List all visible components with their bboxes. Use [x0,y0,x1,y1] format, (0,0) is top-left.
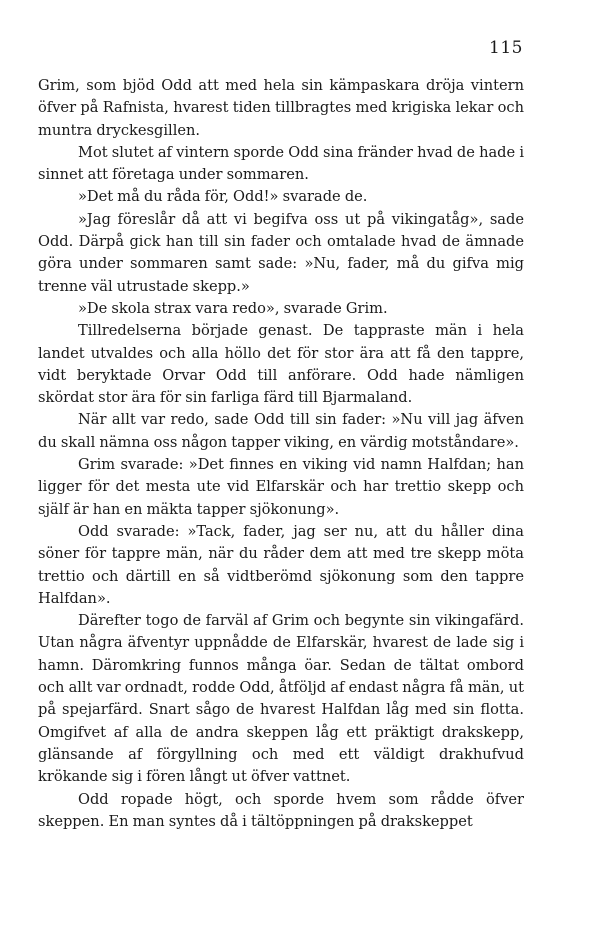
paragraph: »Det må du råda för, Odd!» svarade de. [78,188,368,206]
paragraph: »De skola strax vara redo», svarade Grim. [78,299,388,317]
paragraph: Grim svarade: »Det finnes en viking vid namn Halfdan; han ligger för det mesta ute vid Elfarskär och har trettio skepp och själf är han en mäkta tapper sjökonung». [38,456,524,518]
body-text [38,75,524,833]
paragraph: När allt var redo, sade Odd till sin fader: »Nu vill jag äfven du skall nämna oss någon tapper viking, en värdig motståndare». [38,411,524,451]
paragraph: Därefter togo de farväl af Grim och begynte sin vikingafärd. Utan några äfventyr uppnådde de Elfarskär, hvarest de lade sig i hamn. Däromkring funnos många öar. Sedan de tältat ombord och allt var ordnadt, rodde Odd, åtföljd af endast några få män, ut på spejarfärd. Snart sågo de hvarest Halfdan låg med sin flotta. Omgifvet af alla de andra skeppen låg ett präktigt drakskepp, glänsande af förgyllning och med ett väldigt drakhufvud krökande sig i fören långt ut öfver vattnet. [38,612,524,786]
paragraph: Tillredelserna började genast. De tappraste män i hela landet utvaldes och alla höllo det för stor ära att få den tappre, vidt beryktade Orvar Odd till anförare. Odd hade nämligen skördat stor ära för sin farliga färd till Bjarmaland. [38,322,524,407]
paragraph: Odd svarade: »Tack, fader, jag ser nu, att du håller dina söner för tappre män, när du råder dem att med tre skepp möta trettio och därtill en så vidtberömd sjökonung som den tappre Halfdan». [38,522,524,607]
paragraph: Grim, som bjöd Odd att med hela sin kämpaskara dröja vintern öfver på Rafnista, hvarest tiden tillbragtes med krigiska lekar och muntra dryckesgillen. [38,77,524,139]
paragraph: Odd ropade högt, och sporde hvem som rådde öfver skeppen. En man syntes då i tältöppningen på drakskeppet [38,790,524,830]
page-number: 115 [489,38,523,58]
paragraph: »Jag föreslår då att vi begifva oss ut på vikingatåg», sade Odd. Därpå gick han till sin fader och omtalade hvad de ämnade göra under sommaren samt sade: »Nu, fader, må du gifva mig trenne väl utrustade skepp.» [38,210,524,295]
paragraph: Mot slutet af vintern sporde Odd sina fränder hvad de hade i sinnet att företaga under sommaren. [38,143,524,184]
